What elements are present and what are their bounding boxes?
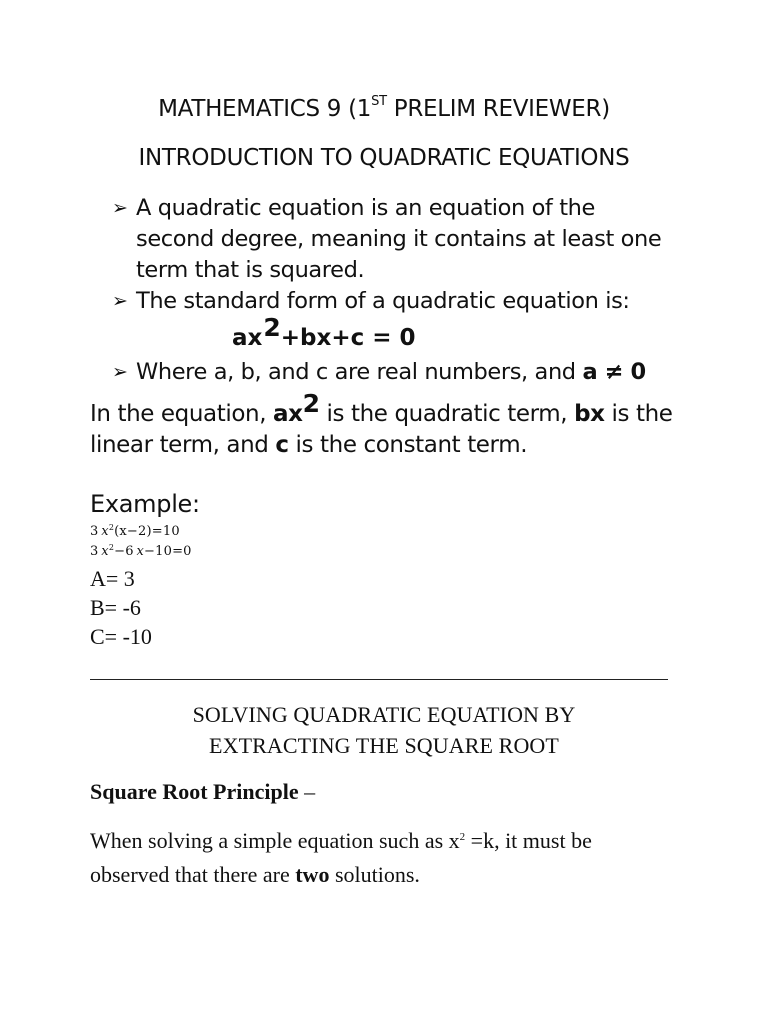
- section-heading-line-1: SOLVING QUADRATIC EQUATION BY: [192, 702, 576, 727]
- bullet-text-line: A quadratic equation is an equation of the: [136, 195, 595, 221]
- condition-bold: a ≠ 0: [582, 359, 646, 385]
- section-heading-intro: INTRODUCTION TO QUADRATIC EQUATIONS: [138, 145, 630, 171]
- bullet-standard-form: [112, 286, 677, 317]
- bullet-text-line: second degree, meaning it contains at least one: [136, 226, 662, 252]
- horizontal-divider: [90, 679, 668, 680]
- arrowhead-bullet-icon: ➢: [112, 290, 128, 312]
- example-equation-2: 3 $x^2-6$ x−10=0: [90, 543, 192, 559]
- exponent: 2: [459, 831, 466, 843]
- bullet-text: Where a, b, and c are real numbers, and: [136, 359, 583, 385]
- bullet-definition: [112, 193, 677, 286]
- bullet-condition: [112, 357, 677, 388]
- bullet-text: The standard form of a quadratic equation is:: [136, 288, 630, 314]
- ordinal-superscript: ST: [371, 94, 387, 109]
- standard-form-formula: ax2+bx+c = 0: [232, 313, 416, 351]
- page-title: MATHEMATICS 9 (1ST PRELIM REVIEWER): [158, 94, 610, 122]
- coefficient-a: A= 3: [90, 566, 135, 591]
- principle-paragraph: When solving a simple equation such as $x^2 =k$, it must be observed that there are two solutions.: [90, 828, 592, 887]
- example-equation-1: 3 $x^2(x-2)=10$: [90, 523, 180, 539]
- arrowhead-bullet-icon: ➢: [112, 197, 128, 219]
- coefficient-c: C= -10: [90, 624, 152, 649]
- exponent: 2: [302, 389, 320, 418]
- exponent: 2: [263, 313, 281, 342]
- example-label: Example:: [90, 490, 200, 518]
- section-heading-line-2: EXTRACTING THE SQUARE ROOT: [209, 733, 559, 758]
- terms-paragraph: In the equation, ax2 is the quadratic term, bx is the linear term, and c is the constant term.: [90, 389, 673, 458]
- bullet-text-line: term that is squared.: [136, 257, 365, 283]
- arrowhead-bullet-icon: ➢: [112, 361, 128, 383]
- coefficient-b: B= -6: [90, 595, 141, 620]
- principle-heading: Square Root Principle –: [90, 779, 316, 804]
